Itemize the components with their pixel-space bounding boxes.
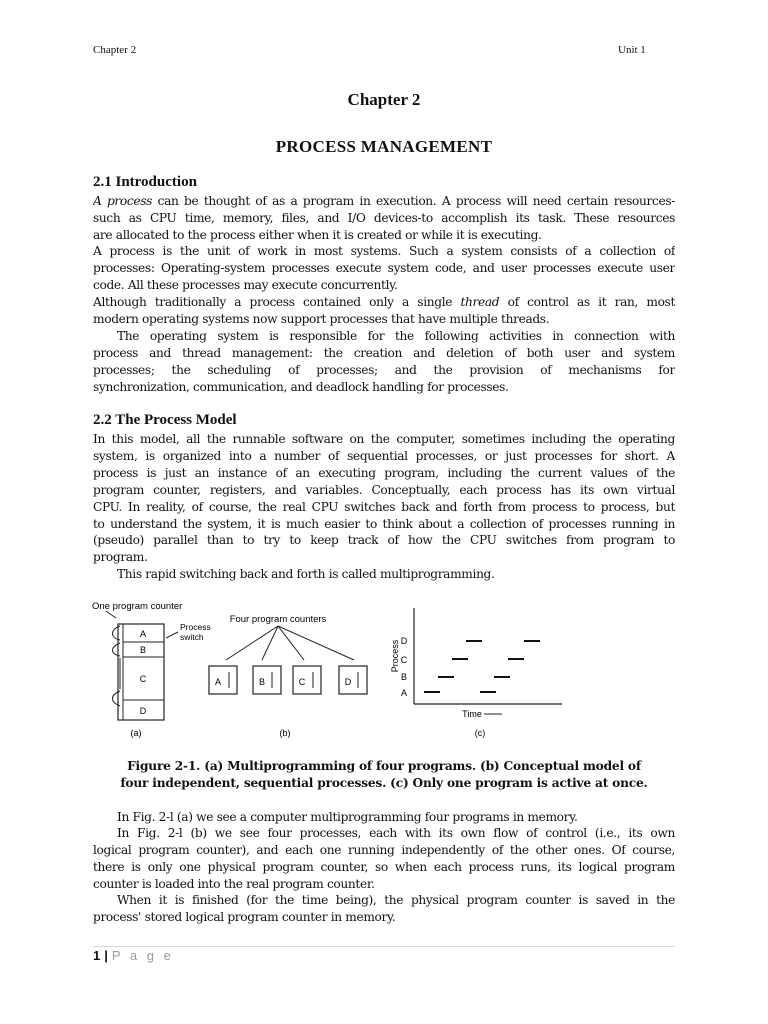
- figure-explanation-2: [93, 825, 675, 893]
- counter-arrows: [226, 626, 354, 660]
- arrow-line: [278, 626, 354, 660]
- text-line: A process is the unit of work in most systems. Such a system consists of a collection of: [93, 244, 675, 258]
- memory-label-c: C: [139, 674, 147, 684]
- page-footer: [93, 948, 174, 963]
- process-switch-label-2: switch: [180, 632, 204, 642]
- x-axis-label: Time: [462, 709, 482, 719]
- text-line: This rapid switching back and forth is called multiprogramming.: [117, 567, 495, 581]
- header-chapter: Chapter 2: [93, 44, 137, 56]
- figure-caption-line-1: Figure 2-1. (a) Multiprogramming of four programs. (b) Conceptual model of: [127, 759, 641, 773]
- page-word: P a g e: [111, 948, 174, 963]
- figure-b-caption: (b): [279, 728, 291, 738]
- text-line: In Fig. 2-l (a) we see a computer multiprogramming four programs in memory.: [117, 810, 578, 824]
- counter-label-a: A: [214, 677, 222, 687]
- header-unit: Unit 1: [618, 44, 646, 56]
- counter-box-a: [209, 666, 237, 694]
- text-line: processes: Operating-system processes execute system code, and user processes execute user: [93, 260, 675, 275]
- figure-b-label: Four program counters: [229, 614, 327, 625]
- text-line: there is only one physical program counter, so when each process runs, its logical program: [93, 859, 675, 874]
- arrow-line: [278, 626, 304, 660]
- pointer-line: [106, 611, 116, 618]
- text-line: (pseudo) parallel than to try to keep track of how the CPU switches from program to: [93, 533, 675, 548]
- main-title: PROCESS MANAGEMENT: [275, 137, 493, 156]
- switch-pointer: [166, 632, 178, 638]
- counter-box-d: [339, 666, 367, 694]
- counter-label-d: D: [344, 677, 352, 687]
- text-span: of control as it ran, most: [499, 295, 675, 309]
- text-line: program.: [93, 550, 148, 565]
- counter-box-b: [253, 666, 281, 694]
- text-line: modern operating systems now support processes that have multiple threads.: [93, 311, 550, 326]
- memory-label-d: D: [139, 706, 147, 716]
- section-heading-process-model: 2.2 The Process Model: [93, 412, 237, 428]
- memory-label-a: A: [139, 629, 147, 639]
- figure-a-caption: (a): [130, 728, 142, 738]
- counter-label-b: B: [258, 677, 266, 687]
- text-line: processes; the scheduling of processes; and the provision of mechanisms for: [93, 362, 675, 377]
- figure-c-caption: (c): [474, 728, 486, 738]
- text-span: can be thought of as a program in execution. A process will need certain resources-: [152, 194, 675, 208]
- figure-2-1: [92, 596, 592, 742]
- footer-separator: |: [104, 948, 108, 963]
- counter-box-c: [293, 666, 321, 694]
- figure-explanation-3: [93, 892, 675, 926]
- figure-explanation-1: [93, 809, 675, 826]
- section-heading-introduction: 2.1 Introduction: [93, 174, 197, 190]
- multiprogramming-sentence: [93, 566, 675, 583]
- text-line: CPU. In reality, of course, the real CPU switches back and forth from process to process, but: [93, 499, 675, 514]
- intro-paragraph-4: [93, 328, 675, 396]
- text-line: system, is organized into a number of sequential processes, or just processes for short. A: [93, 448, 675, 463]
- intro-paragraph-1: [93, 193, 675, 244]
- process-model-paragraph: [93, 431, 675, 566]
- figure-caption-line-2: four independent, sequential processes. (c) Only one program is active at once.: [120, 776, 648, 790]
- text-line: logical program counter), and each one running independently of the other ones. Of course,: [93, 842, 675, 857]
- process-switch-label-1: Process: [180, 622, 211, 632]
- footer-divider: [93, 946, 675, 947]
- text-line: In this model, all the runnable software on the computer, sometimes including the operating: [93, 432, 675, 446]
- intro-paragraph-2: [93, 243, 675, 294]
- row-label-d: D: [400, 636, 408, 646]
- text-line: When it is finished (for the time being), the physical program counter is saved in the: [117, 893, 675, 907]
- intro-paragraph-3: [93, 294, 675, 328]
- emphasis: A process: [93, 194, 153, 208]
- text-line: The operating system is responsible for the following activities in connection with: [117, 329, 675, 343]
- text-line: program counter, registers, and variables. Conceptually, each process has its own virtual: [93, 482, 675, 497]
- counter-label-c: C: [298, 677, 306, 687]
- switch-curves: [113, 626, 121, 706]
- text-line: to understand the system, it is much easier to think about a collection of processes running in: [93, 516, 675, 531]
- y-axis-label: Process: [390, 639, 400, 673]
- text-line: process' stored logical program counter in memory.: [93, 909, 396, 924]
- text-span: Although traditionally a process contained only a single: [93, 295, 461, 309]
- text-line: synchronization, communication, and deadlock handling for processes.: [93, 379, 509, 394]
- row-label-c: C: [400, 655, 408, 665]
- chapter-title: Chapter 2: [347, 90, 421, 109]
- text-line: [93, 193, 675, 210]
- text-line: process and thread management: the creation and deletion of both user and system: [93, 345, 675, 360]
- text-line: In Fig. 2-l (b) we see four processes, each with its own flow of control (i.e., its own: [117, 826, 675, 840]
- row-label-b: B: [400, 672, 408, 682]
- memory-label-b: B: [139, 645, 147, 655]
- emphasis: thread: [460, 295, 500, 309]
- text-line: [93, 294, 675, 311]
- figure-a-label: One program counter: [92, 601, 183, 612]
- row-label-a: A: [400, 688, 408, 698]
- page-number: 1: [93, 948, 101, 963]
- text-line: process is just an instance of an executing program, including the current values of the: [93, 465, 675, 480]
- text-line: code. All these processes may execute concurrently.: [93, 277, 398, 292]
- text-line: such as CPU time, memory, files, and I/O devices-to accomplish its task. These resources: [93, 210, 675, 225]
- text-line: counter is loaded into the real program counter.: [93, 876, 375, 891]
- active-segments: [424, 641, 540, 692]
- text-line: are allocated to the process either when it is created or while it is executing.: [93, 227, 542, 242]
